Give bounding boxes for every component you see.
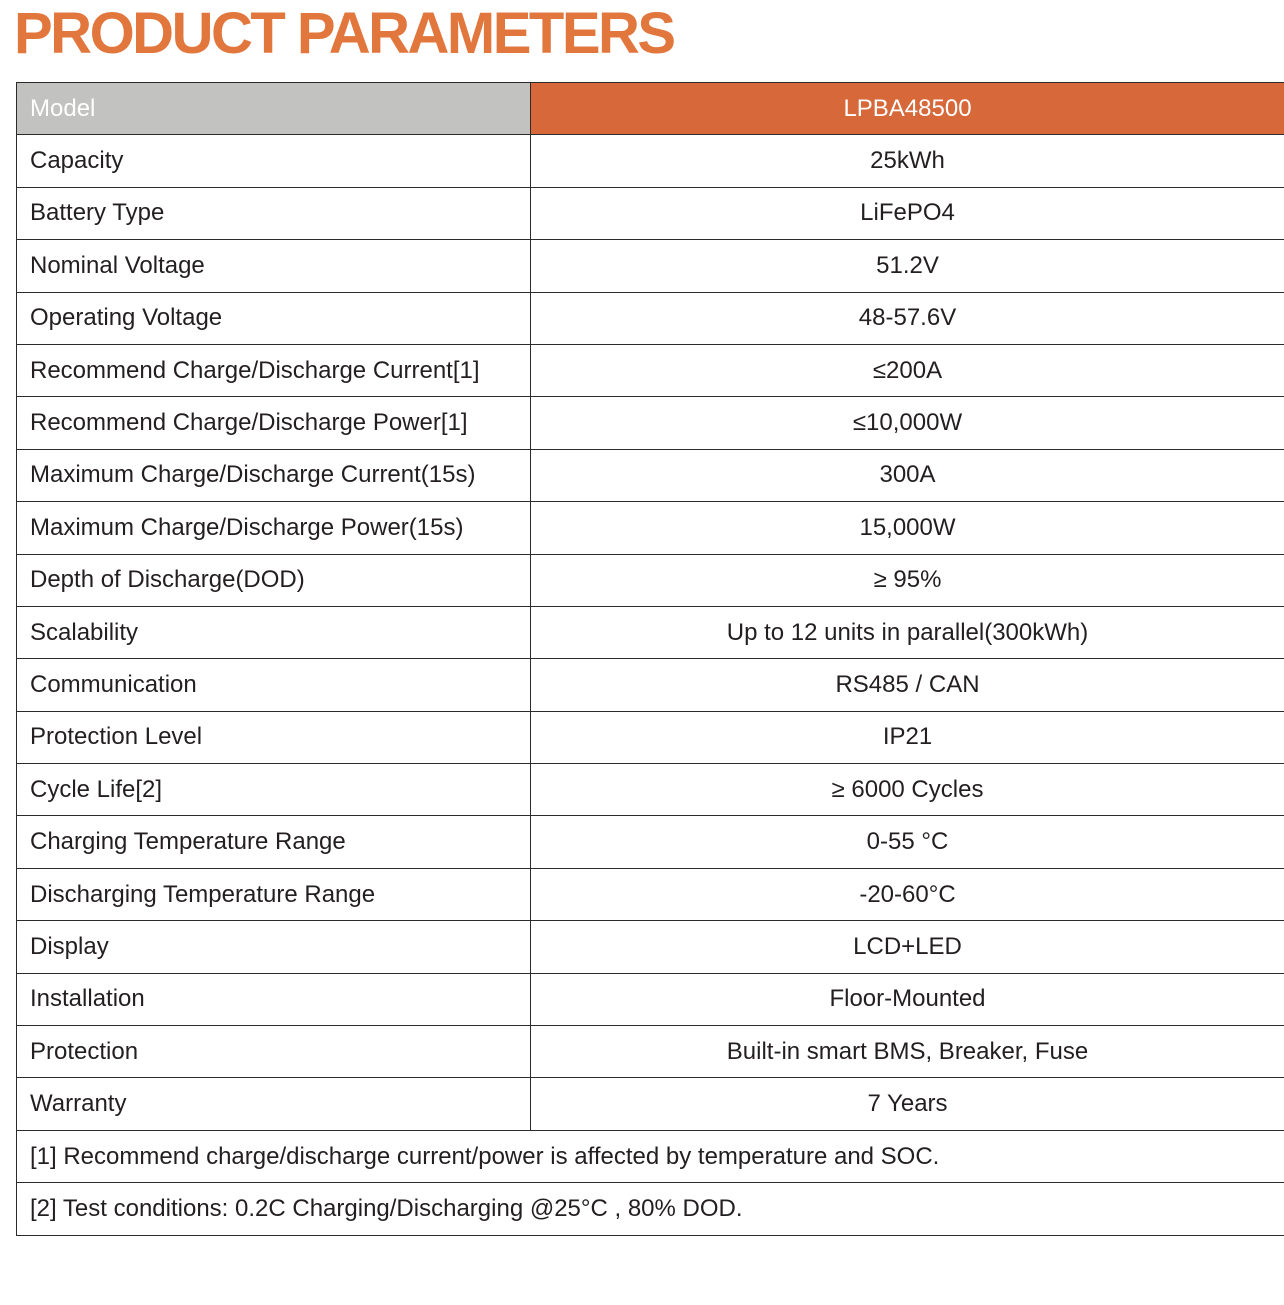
- row-value: 25kWh: [531, 135, 1284, 187]
- table-row: [17, 659, 1284, 711]
- row-value: ≤200A: [531, 344, 1284, 396]
- table-row: [17, 921, 1284, 973]
- row-value: Built-in smart BMS, Breaker, Fuse: [531, 1026, 1284, 1078]
- row-value: 7 Years: [531, 1078, 1284, 1130]
- page-title: PRODUCT PARAMETERS: [14, 1, 674, 66]
- row-label: Cycle Life[2]: [17, 764, 531, 816]
- row-label: Recommend Charge/Discharge Power[1]: [17, 397, 531, 449]
- row-value: -20-60°C: [531, 868, 1284, 920]
- row-value: LiFePO4: [531, 187, 1284, 239]
- footnote-row: [17, 1183, 1284, 1235]
- footnote-row: [17, 1130, 1284, 1182]
- row-label: Nominal Voltage: [17, 240, 531, 292]
- product-parameters-table: [16, 82, 1284, 1236]
- row-value: Up to 12 units in parallel(300kWh): [531, 606, 1284, 658]
- table-row: [17, 397, 1284, 449]
- footnote-2: [2] Test conditions: 0.2C Charging/Discharging @25°C , 80% DOD.: [17, 1183, 1284, 1235]
- row-label: Discharging Temperature Range: [17, 868, 531, 920]
- row-value: ≤10,000W: [531, 397, 1284, 449]
- row-label: Battery Type: [17, 187, 531, 239]
- model-value: LPBA48500: [531, 83, 1284, 135]
- table-row: [17, 1078, 1284, 1130]
- row-label: Protection: [17, 1026, 531, 1078]
- row-label: Protection Level: [17, 711, 531, 763]
- row-value: 15,000W: [531, 502, 1284, 554]
- row-value: RS485 / CAN: [531, 659, 1284, 711]
- table-row: [17, 764, 1284, 816]
- footnote-1: [1] Recommend charge/discharge current/power is affected by temperature and SOC.: [17, 1130, 1284, 1182]
- table-row: [17, 135, 1284, 187]
- row-label: Display: [17, 921, 531, 973]
- table-row: [17, 711, 1284, 763]
- row-value: 51.2V: [531, 240, 1284, 292]
- row-label: Communication: [17, 659, 531, 711]
- row-label: Installation: [17, 973, 531, 1025]
- row-label: Operating Voltage: [17, 292, 531, 344]
- table-row: [17, 973, 1284, 1025]
- row-value: ≥ 95%: [531, 554, 1284, 606]
- row-value: ≥ 6000 Cycles: [531, 764, 1284, 816]
- table-row: [17, 344, 1284, 396]
- table-row: [17, 868, 1284, 920]
- row-value: Floor-Mounted: [531, 973, 1284, 1025]
- table-row: [17, 816, 1284, 868]
- table-row: [17, 449, 1284, 501]
- row-value: 300A: [531, 449, 1284, 501]
- row-value: IP21: [531, 711, 1284, 763]
- table-row: [17, 606, 1284, 658]
- table-row: [17, 240, 1284, 292]
- table-row: [17, 187, 1284, 239]
- row-value: LCD+LED: [531, 921, 1284, 973]
- table-row: [17, 292, 1284, 344]
- row-label: Depth of Discharge(DOD): [17, 554, 531, 606]
- row-label: Warranty: [17, 1078, 531, 1130]
- model-label: Model: [17, 83, 531, 135]
- table-header-row: [17, 83, 1284, 135]
- row-label: Charging Temperature Range: [17, 816, 531, 868]
- row-label: Capacity: [17, 135, 531, 187]
- row-value: 48-57.6V: [531, 292, 1284, 344]
- row-label: Maximum Charge/Discharge Power(15s): [17, 502, 531, 554]
- table-row: [17, 1026, 1284, 1078]
- row-label: Recommend Charge/Discharge Current[1]: [17, 344, 531, 396]
- row-label: Scalability: [17, 606, 531, 658]
- table-row: [17, 554, 1284, 606]
- row-value: 0-55 °C: [531, 816, 1284, 868]
- table-row: [17, 502, 1284, 554]
- row-label: Maximum Charge/Discharge Current(15s): [17, 449, 531, 501]
